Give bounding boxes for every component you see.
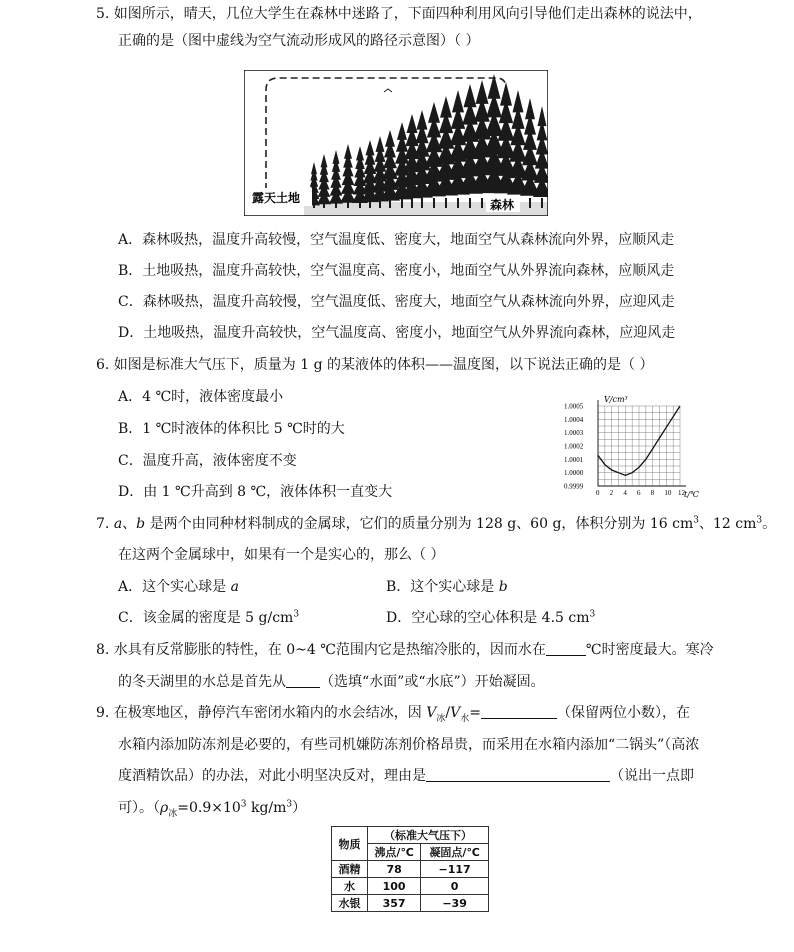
- q7-var-b: b: [136, 516, 146, 532]
- volume-temperature-chart: [562, 394, 708, 500]
- q5-option-b: B．土地吸热，温度升高较快，空气温度高、密度小，地面空气从外界流向森林，应顺风走: [118, 263, 675, 279]
- header-substance: 物质: [332, 827, 368, 861]
- q8-line1: 8. 水具有反常膨胀的特性，在 0~4 ℃范围内它是热缩冷胀的，因而水在 ℃时密度最大。寒冷: [96, 642, 714, 658]
- q5-option-c: C．森林吸热，温度升高较慢，空气温度低、密度大，地面空气从森林流向外界，应迎风走: [118, 294, 675, 310]
- q7-var-a: a: [113, 516, 123, 532]
- x-tick-label: 2: [609, 489, 614, 497]
- y-tick-label: 1.0004: [564, 415, 584, 424]
- q9-line2: 水箱内添加防冻剂是必要的，有些司机嫌防冻剂价格昂贵，而采用在水箱内添加“二锅头”（高浓: [118, 737, 700, 753]
- x-tick-label: 4: [623, 489, 627, 497]
- q6-stem: 6. 如图是标准大气压下，质量为 1 g 的某液体的体积——温度图，以下说法正确的是（ ）: [96, 357, 654, 373]
- y-tick-label: 1.0005: [564, 402, 584, 411]
- table-row: 水银 357 −39: [332, 895, 489, 912]
- header-boiling: 沸点/℃: [368, 844, 421, 861]
- q6-option-a: A．4 ℃时，液体密度最小: [118, 389, 284, 405]
- q9-blank-ratio[interactable]: [481, 704, 557, 719]
- table-row: 酒精 78 −117: [332, 861, 489, 878]
- y-tick-label: 1.0003: [564, 429, 584, 438]
- header-group: （标准大气压下）: [368, 827, 489, 844]
- x-tick-label: 6: [637, 489, 641, 497]
- q6-option-b: B．1 ℃时液体的体积比 5 ℃时的大: [118, 421, 345, 437]
- q5-option-d: D．土地吸热，温度升高较快，空气温度高、密度小，地面空气从外界流向森林，应迎风走: [118, 325, 676, 341]
- q8-blank-temperature[interactable]: [546, 641, 586, 656]
- q9-line3: 度酒精饮品）的办法，对此小明坚决反对，理由是 （说出一点即: [118, 768, 694, 784]
- y-tick-label: 1.0001: [564, 455, 584, 464]
- q8-blank-location[interactable]: [286, 673, 320, 688]
- axes: [598, 400, 686, 486]
- y-axis-label: V/cm³: [604, 395, 628, 404]
- label-forest: 森林: [490, 198, 515, 212]
- q7-option-c: C．该金属的密度是 5 $g/cm^3$: [118, 609, 300, 626]
- y-tick-label: 0.9999: [564, 482, 584, 491]
- x-tick-label: 8: [650, 489, 655, 497]
- q9-line4: 可）。（$\rho_冰=0.9\times 10^3$ $kg/m^3$）: [118, 799, 307, 819]
- x-tick-label: 12: [678, 489, 685, 497]
- x-axis-label: t/℃: [684, 490, 699, 499]
- q7-stem-line2: 在这两个金属球中，如果有一个是实心的，那么（ ）: [118, 547, 445, 563]
- forest-wind-figure: [244, 70, 548, 216]
- label-open-land: 露天土地: [252, 191, 301, 205]
- q5-stem-line2: 正确的是（图中虚线为空气流动形成风的路径示意图）（ ）: [118, 33, 480, 49]
- q7-option-d: D．空心球的空心体积是 4.5 $cm^3$: [386, 609, 596, 626]
- y-tick-label: 1.0002: [564, 442, 584, 451]
- chart-grid: [598, 400, 686, 486]
- properties-table: [331, 826, 489, 912]
- q6-option-c: C．温度升高，液体密度不变: [118, 453, 297, 469]
- x-tick-label: 10: [664, 489, 672, 497]
- table-row: 水 100 0: [332, 878, 489, 895]
- q5-stem-line1: 5. 如图所示，晴天，几位大学生在森林中迷路了，下面四种利用风向引导他们走出森林的说法中，: [96, 6, 702, 22]
- q9-line1: 9. 在极寒地区，静停汽车密闭水箱内的水会结冰，因 $V_冰/V_水=$ （保留两位小数），在: [96, 705, 690, 724]
- header-freezing: 凝固点/℃: [421, 844, 489, 861]
- q7-option-a: A．这个实心球是 a: [118, 579, 239, 595]
- q5-option-a: A．森林吸热，温度升高较慢，空气温度低、密度大，地面空气从森林流向外界，应顺风走: [118, 232, 675, 248]
- x-tick-label: 0: [596, 489, 600, 497]
- q8-line2: 的冬天湖里的水总是首先从 （选填“水面”或“水底”）开始凝固。: [118, 674, 545, 690]
- q7-stem-line1: 7. a、b 是两个由同种材料制成的金属球，它们的质量分别为 128 g、60 g，体积分别为 16 $cm^3$、12 $cm^3$。: [96, 515, 777, 532]
- q7-option-b: B．这个实心球是 b: [386, 579, 508, 595]
- q6-option-d: D．由 1 ℃升高到 8 ℃，液体体积一直变大: [118, 484, 393, 500]
- y-tick-label: 1.0000: [564, 469, 584, 478]
- q9-blank-reason[interactable]: [426, 767, 610, 782]
